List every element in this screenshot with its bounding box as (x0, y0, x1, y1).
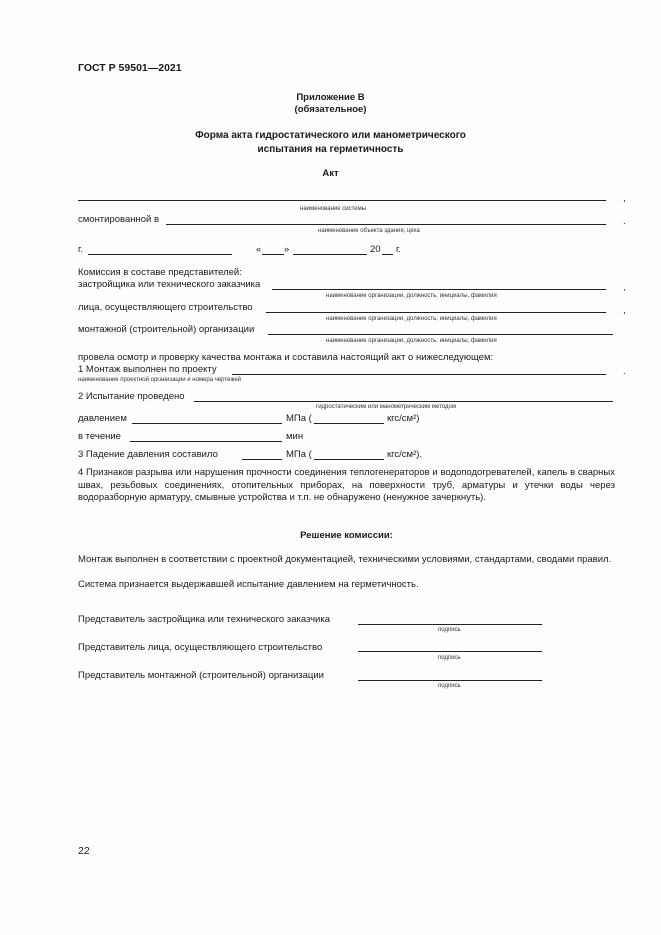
doc-code: ГОСТ Р 59501—2021 (78, 62, 182, 74)
mounted-label: смонтированной в (78, 214, 160, 225)
signature-line-builder[interactable] (358, 651, 542, 652)
year-prefix: 20 (370, 244, 381, 255)
year-line[interactable] (382, 254, 393, 255)
signature-line-installer[interactable] (358, 680, 542, 681)
mpa-text-2: МПа ( (286, 449, 312, 460)
item2-label: 2 Испытание проведено (78, 391, 185, 402)
form-title-line2: испытания на герметичность (257, 144, 404, 155)
decision-text1: Монтаж выполнен в соответствии с проектной документацией, техническими условиями, стандартами, сводами правил. (78, 554, 612, 565)
decision-title: Решение комиссии: (300, 530, 393, 541)
signature-caption-customer: подпись (438, 627, 461, 633)
system-caption: наименование системы (300, 206, 367, 212)
commission-intro: Комиссия в составе представителей: (78, 267, 242, 278)
item1-caption: наименование проектной организации и номера чертежей (78, 377, 242, 383)
minutes-text: мин (286, 431, 304, 442)
act-title: Акт (322, 168, 339, 179)
object-caption: наименование объекта здания, цеха (318, 228, 420, 234)
inspection-intro: провела осмотр и проверку качества монтажа и составила настоящий акт о нижеследующем: (78, 352, 494, 363)
duration-line[interactable] (130, 441, 282, 442)
unit-end-text: кгс/см²). (387, 449, 423, 460)
date-quote-open: « (256, 244, 262, 255)
day-line[interactable] (262, 254, 284, 255)
appendix-status: (обязательное) (294, 104, 367, 115)
builder-caption: наименование организации, должность, инициалы, фамилия (326, 316, 497, 322)
signature-caption-builder: подпись (438, 655, 461, 661)
period-1: . (623, 216, 626, 227)
item1-label: 1 Монтаж выполнен по проекту (78, 364, 217, 375)
comma-3: , (623, 305, 626, 316)
signature-caption-installer: подпись (438, 683, 461, 689)
mpa-text: МПа ( (286, 413, 312, 424)
customer-caption: наименование организации, должность, инициалы, фамилия (326, 293, 497, 299)
system-name-line[interactable] (78, 200, 606, 201)
comma-1: , (623, 193, 626, 204)
comma-2: , (623, 282, 626, 293)
installer-caption: наименование организации, должность, инициалы, фамилия (326, 338, 497, 344)
year-suffix: г. (396, 244, 401, 255)
installer-label: монтажной (строительной) организации (78, 324, 255, 335)
drop-mpa-line[interactable] (242, 459, 282, 460)
pressure-kgf-line[interactable] (314, 423, 384, 424)
item4-text: 4 Признаков разрыва или нарушения прочности соединения теплогенераторов и водоподогревателей, капель в сварных швах, резьбовых соединениях, отопительных приборах, на поверхности труб, арматуры и утечки воды через водоразборную арматуру, смывные устройства и т.п. не обнаружено (ненужное зачеркнуть). (78, 467, 615, 504)
item3-label: 3 Падение давления составило (78, 449, 218, 460)
customer-label: застройщика или технического заказчика (78, 279, 261, 290)
pressure-label: давлением (78, 413, 127, 424)
installer-line[interactable] (268, 334, 613, 335)
customer-line[interactable] (272, 289, 606, 290)
builder-line[interactable] (266, 312, 606, 313)
signature-label-customer: Представитель застройщика или технического заказчика (78, 614, 330, 625)
form-title-line1: Форма акта гидростатического или манометрического (195, 130, 466, 141)
project-line[interactable] (232, 374, 606, 375)
period-2: . (623, 366, 626, 377)
month-line[interactable] (293, 254, 367, 255)
during-label: в течение (78, 431, 121, 442)
decision-text2: Система признается выдержавшей испытание давлением на герметичность. (78, 579, 419, 590)
item2-caption: гидростатическим или манометрическим методом (316, 404, 456, 410)
signature-label-installer: Представитель монтажной (строительной) организации (78, 670, 324, 681)
drop-kgf-line[interactable] (314, 459, 384, 460)
builder-label: лица, осуществляющего строительство (78, 302, 253, 313)
city-prefix: г. (78, 244, 83, 255)
page-number: 22 (78, 845, 90, 857)
appendix-title: Приложение В (296, 92, 365, 103)
signature-line-customer[interactable] (358, 624, 542, 625)
unit-text: кгс/см²) (387, 413, 420, 424)
object-name-line[interactable] (166, 224, 606, 225)
city-line[interactable] (88, 254, 232, 255)
test-method-line[interactable] (194, 401, 613, 402)
date-quote-close: » (284, 244, 290, 255)
signature-label-builder: Представитель лица, осуществляющего строительство (78, 642, 323, 653)
pressure-mpa-line[interactable] (132, 423, 282, 424)
